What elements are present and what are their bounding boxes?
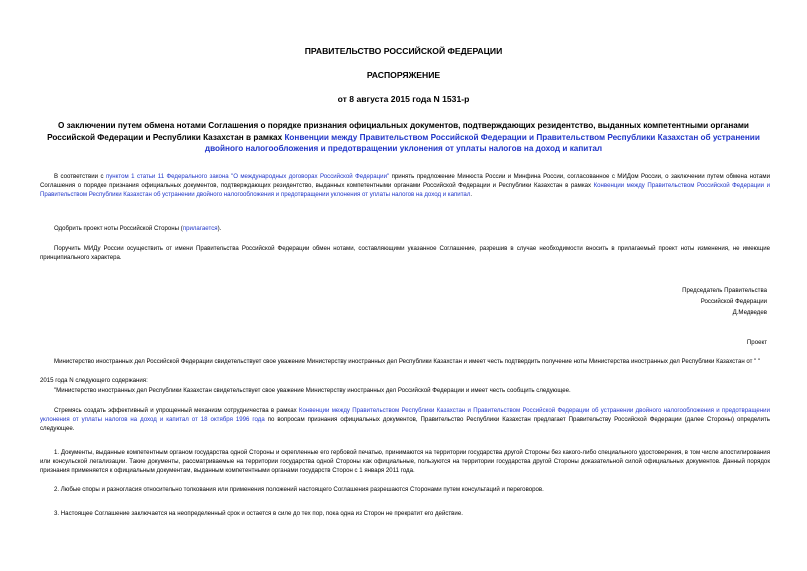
para2-text-2: ).	[217, 225, 222, 232]
paragraph-instruct: Поручить МИДу России осуществить от имени Правительства Российской Федерации обмен нотами, составляющими указанное Соглашение, разрешив в случае необходимости вносить в прилагаемый проект ноты изменения, не имеющие принципиального характера.	[40, 245, 770, 262]
convention-link[interactable]: Конвенции между Правительством Российской Федерации и Правительством Республики Казахстан об устранении двойного налогообложения и предотвращении уклонения от уплаты налогов на доход и капитал	[40, 182, 770, 199]
note-item-1: 1. Документы, выданные компетентным органом государства одной Стороны и скрепленные его гербовой печатью, принимаются на территории государства другой Стороны без какого-либо специального удостоверения, в том числе апостилирования или консульской легализации. Такие документы, рассматриваемые на территории государства одной Стороны как официальные, пользуются на территории государства другой Стороны доказательной силой официальных документов. Данный порядок признания применяется к официальным документам, выданным компетентными органами государств Сторон с 1 января 2011 года.	[40, 449, 770, 475]
project-label: Проект	[746, 339, 767, 346]
note-p1-text-1: Стремясь создать эффективный и упрощенный механизм сотрудничества в рамках	[54, 407, 299, 414]
note-item-2: 2. Любые споры и разногласия относительно толкования или применения положений настоящего Соглашения разрешаются Сторонами путем консультаций и переговоров.	[54, 486, 544, 493]
attachment-link[interactable]: прилагается	[182, 225, 218, 232]
para1-text-1: В соответствии с	[54, 173, 106, 180]
kz-convention-link[interactable]: Конвенции между Правительством Республики Казахстан и Правительством Российской Федерации об устранении двойного налогообложения и предотвращении уклонения от уплаты налогов на доход и капитал от 18 октября 1996 года	[40, 407, 770, 424]
signature-title: Председатель Правительства	[682, 287, 767, 294]
signature-block	[567, 285, 767, 318]
title-convention-link[interactable]: Конвенции между Правительством Российской Федерации и Правительством Республики Казахстан об устранении двойного налогообложения и предотвращении уклонения от уплаты налогов на доход и капитал	[204, 132, 760, 153]
note-item-3: 3. Настоящее Соглашение заключается на неопределенный срок и остается в силе до тех пор, пока одна из Сторон не прекратит его действие.	[54, 510, 463, 517]
document-title	[40, 120, 767, 155]
government-heading: ПРАВИТЕЛЬСТВО РОССИЙСКОЙ ФЕДЕРАЦИИ	[304, 46, 503, 56]
note-year-line: 2015 года N следующего содержания:	[40, 377, 148, 384]
federal-law-link[interactable]: пунктом 1 статьи 11 Федерального закона "О международных договорах Российской Федерации"	[105, 173, 390, 180]
title-text: О заключении путем обмена нотами Соглашения о порядке признания официальных документов, подтверждающих резидентство, выданных компетентными органами Российской Федерации и Республики Казахстан в рамках	[47, 121, 749, 142]
document-type-heading: РАСПОРЯЖЕНИЕ	[366, 70, 441, 80]
paragraph-basis	[40, 172, 770, 200]
note-p1-text-2: по вопросам признания официальных документов, Правительство Республики Казахстан предлагает Правительству Российской Федерации (далее Стороны) определить следующее.	[40, 416, 770, 433]
para2-text-1: Одобрить проект ноты Российской Стороны (	[54, 225, 183, 232]
note-paragraph-cooperation	[40, 406, 770, 434]
paragraph-approve	[40, 224, 770, 233]
note-intro: Министерство иностранных дел Российской Федерации свидетельствует свое уважение Министерству иностранных дел Республики Казахстан и имеет честь подтвердить получение ноты Министерства иностранных дел Республики Казахстан от " "	[54, 358, 761, 365]
signature-name: Д.Медведев	[732, 309, 767, 316]
para1-text-3: .	[470, 191, 473, 199]
date-number-heading: от 8 августа 2015 года N 1531-р	[337, 94, 470, 104]
signature-country: Российской Федерации	[700, 298, 767, 305]
note-quote-start: "Министерство иностранных дел Республики Казахстан свидетельствует свое уважение Министерству иностранных дел Российской Федерации и имеет честь сообщить следующее.	[54, 387, 571, 394]
para1-text-2: принять предложение Минюста России и Минфина России, согласованное с МИДом России, о заключении путем обмена нотами Соглашения о порядке признания официальных документов, подтверждающих резидентство, выданных компетентными органами Российской Федерации и Республики Казахстан в рамках	[40, 173, 771, 190]
